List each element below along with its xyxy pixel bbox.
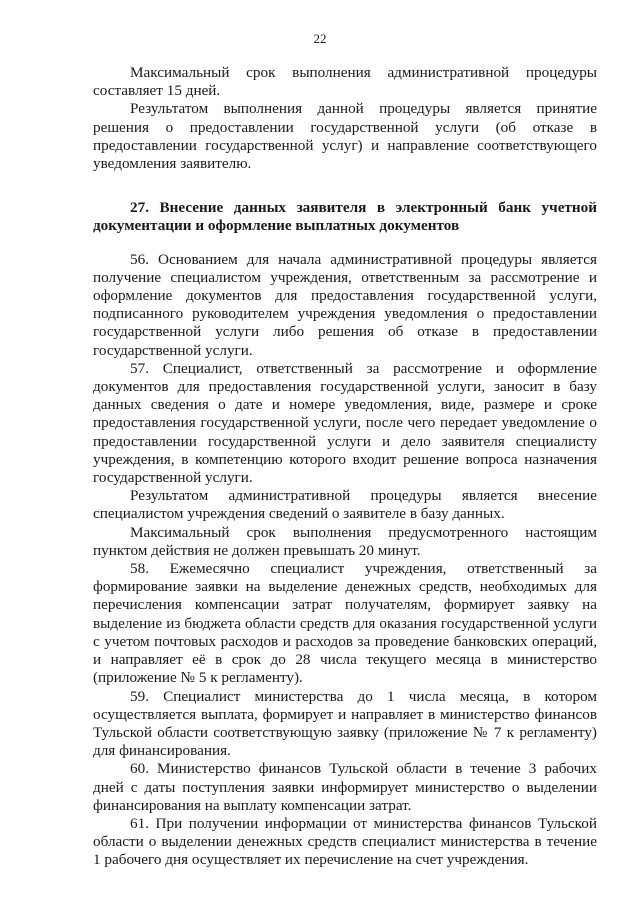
page-number: 22 <box>313 31 327 46</box>
paragraph: Максимальный срок выполнения предусмотренного настоящим пунктом действия не должен превышать 20 минут. <box>93 523 597 559</box>
paragraph: Максимальный срок выполнения административной процедуры составляет 15 дней. <box>93 64 597 100</box>
paragraph: 61. При получении информации от министерства финансов Тульской области о выделении денежных средств специалист министерства в течение 1 рабочего дня осуществляет их перечисление на счет учреждения. <box>93 814 597 869</box>
paragraph: Результатом выполнения данной процедуры является принятие решения о предоставлении государственной услуги (об отказе в предоставлении государственной услуг) и направление соответствующего уведомления заявителю. <box>93 100 597 173</box>
paragraph: 56. Основанием для начала административной процедуры является получение специалистом учреждения, ответственным за рассмотрение и оформление документов для предоставления государственной услуги, подписанного руководителем учреждения уведомления о предоставлении государственной услуги либо решения об отказе в предоставлении государственной услуги. <box>93 250 597 359</box>
section-heading: 27. Внесение данных заявителя в электронный банк учетной документации и оформление выплатных документов <box>93 199 597 235</box>
paragraph: 57. Специалист, ответственный за рассмотрение и оформление документов для предоставления государственной услуги, заносит в базу данных сведения о дате и номере уведомления, виде, размере и сроке предоставления государственной услуги, после чего передает уведомление о предоставлении государственной услуги и дело заявителя специалисту учреждения, в компетенцию которого входит решение вопроса назначения государственной услуги. <box>93 359 597 487</box>
paragraph: 58. Ежемесячно специалист учреждения, ответственный за формирование заявки на выделение денежных средств, необходимых для перечисления компенсации затрат получателям, формирует заявку на выделение из бюджета области средств для оказания государственной услуги с учетом почтовых расходов и расходов за проведение банковских операций, и направляет её в срок до 28 числа текущего месяца в министерство (приложение № 5 к регламенту). <box>93 560 597 687</box>
paragraph: 59. Специалист министерства до 1 числа месяца, в котором осуществляется выплата, формирует и направляет в министерство финансов Тульской области соответствующую заявку (приложение № 7 к регламенту) для финансирования. <box>93 687 597 760</box>
paragraph: 60. Министерство финансов Тульской области в течение 3 рабочих дней с даты поступления заявки информирует министерство о выделении финансирования на выплату компенсации затрат. <box>93 760 597 814</box>
paragraph: Результатом административной процедуры является внесение специалистом учреждения сведений о заявителе в базу данных. <box>93 487 597 523</box>
document-body <box>93 64 597 870</box>
